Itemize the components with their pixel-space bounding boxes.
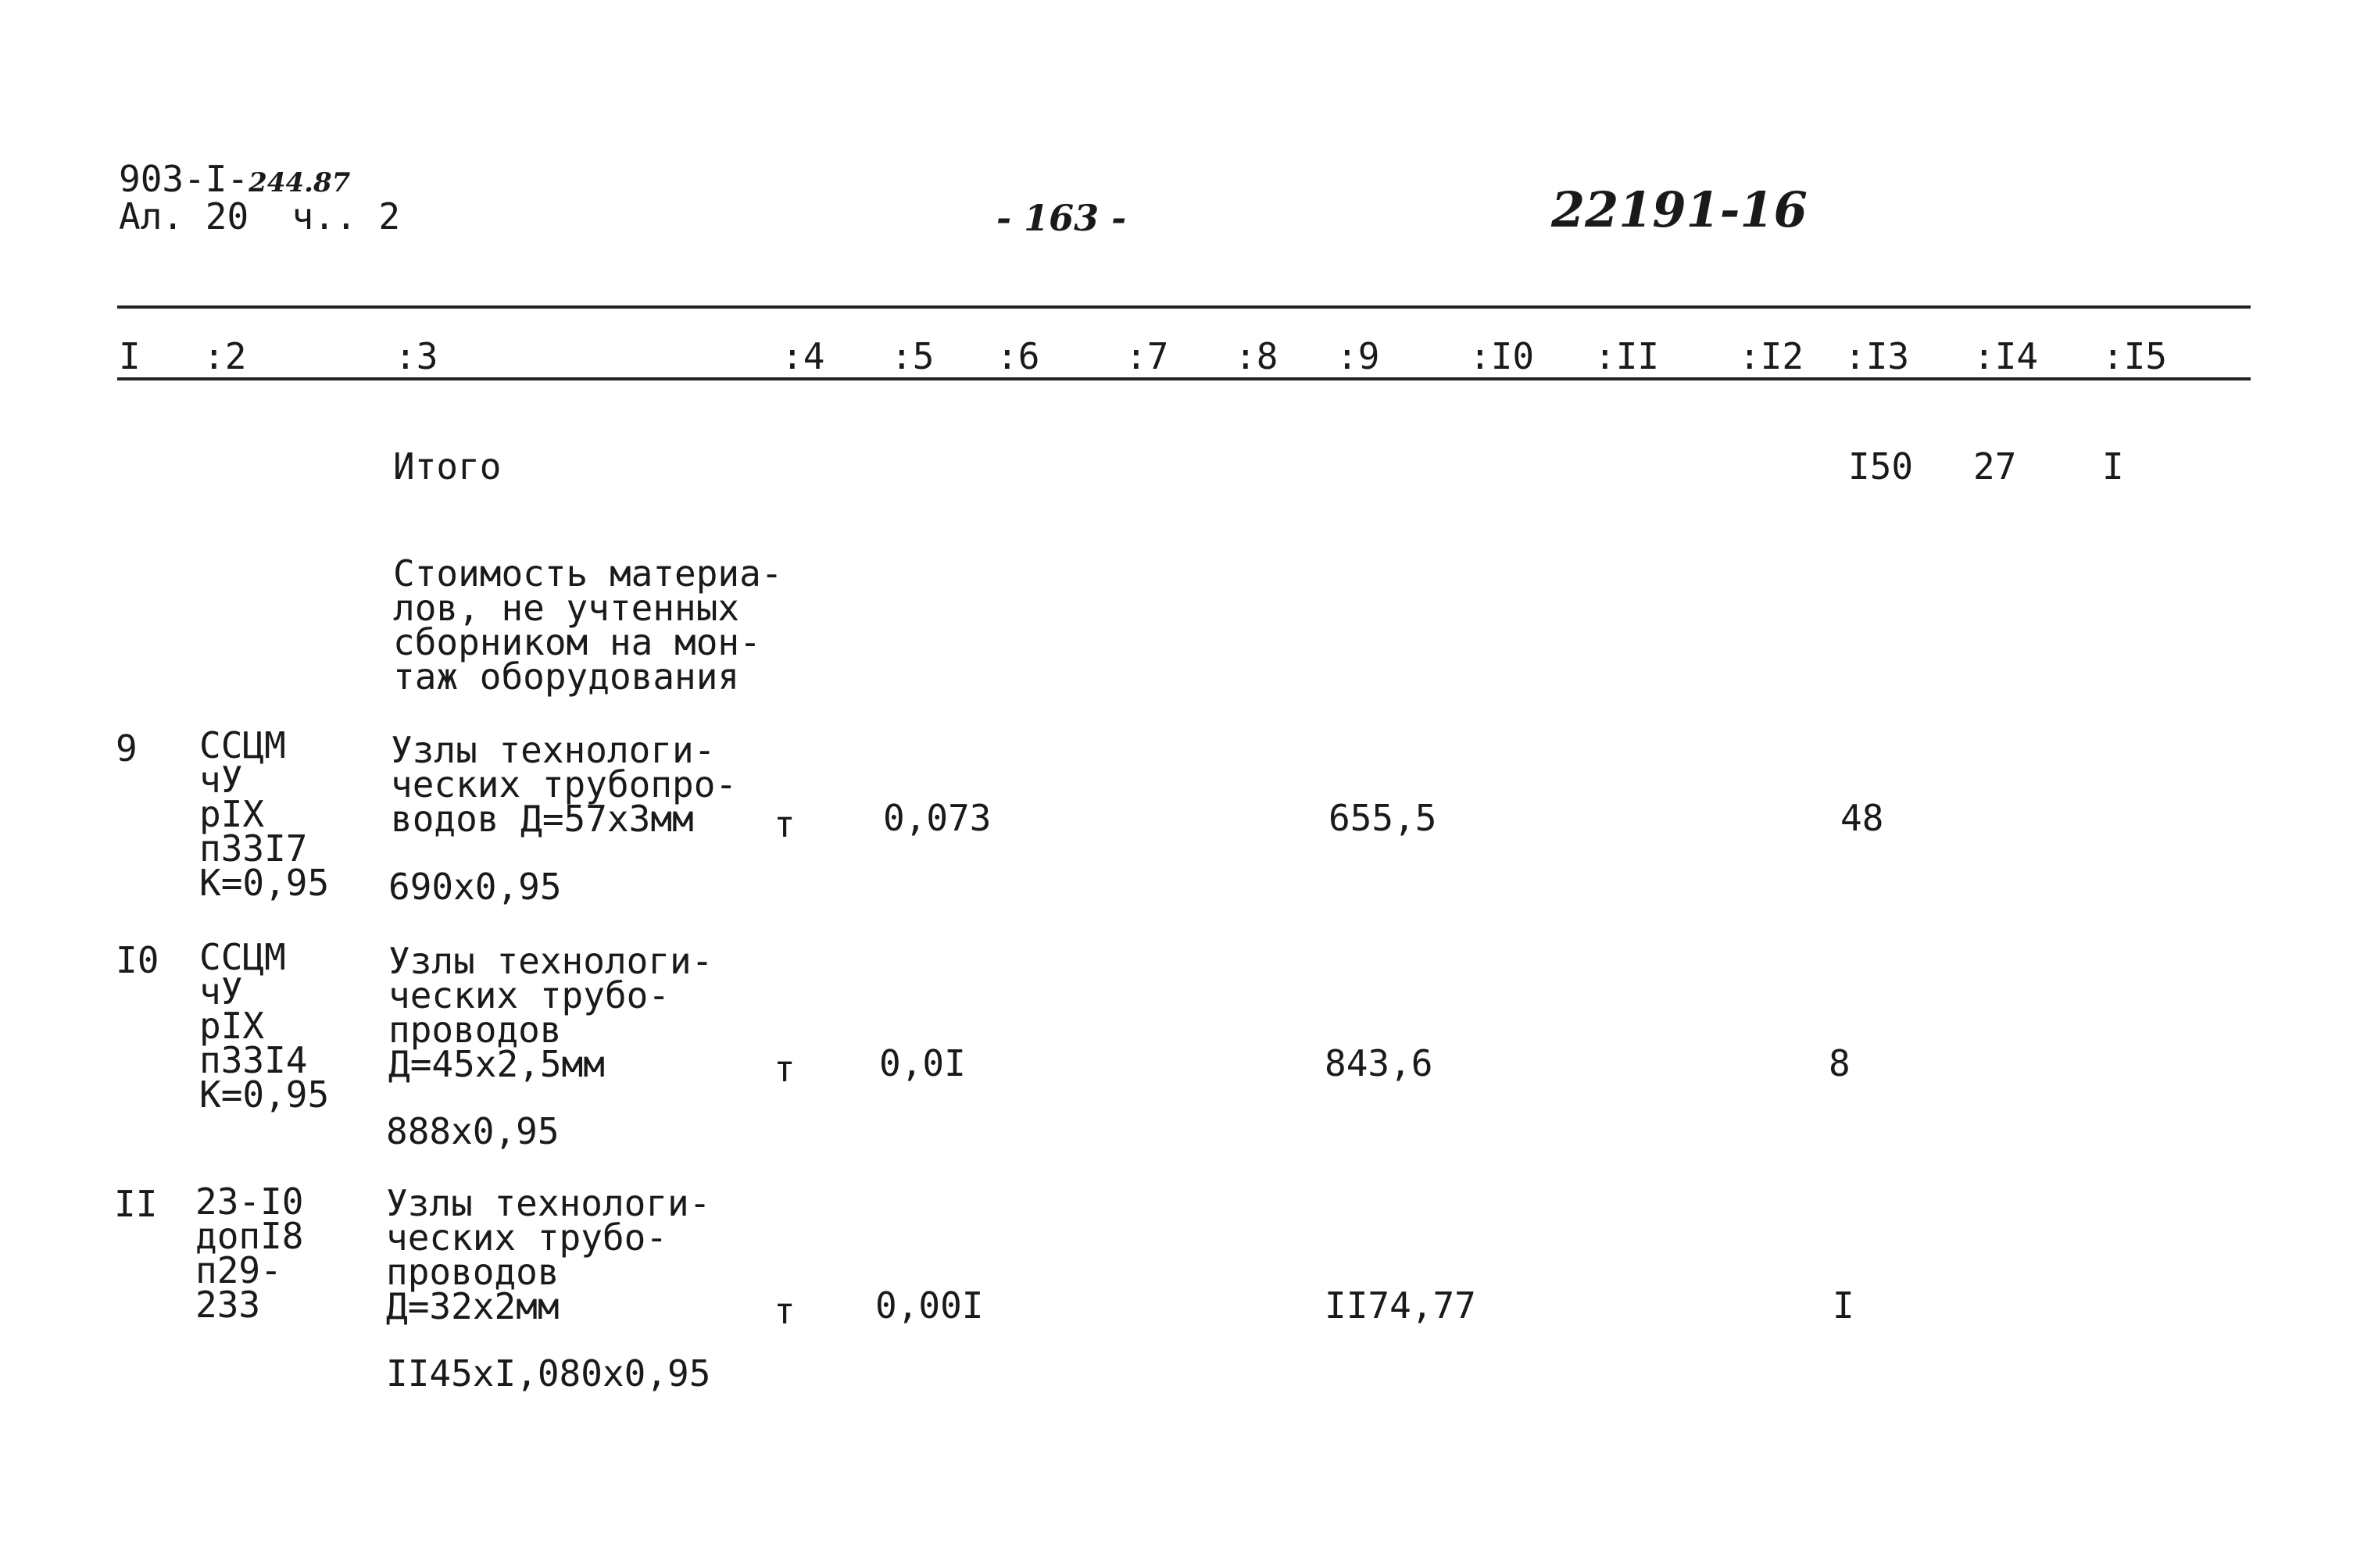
column-header: :I0 — [1469, 335, 1535, 377]
row-code: ССЦМ чУ pIX п33I4 К=0,95 — [199, 936, 330, 1116]
column-header: :7 — [1125, 335, 1169, 377]
row-number: I0 — [116, 939, 159, 981]
header-rule-top — [117, 305, 2251, 309]
row-calc: 690х0,95 — [388, 866, 562, 908]
page-number: - 163 - — [996, 197, 1127, 239]
total-label: Итого — [393, 445, 502, 488]
column-header: :4 — [781, 335, 825, 377]
album-part: Ал. 20 ч.. 2 — [119, 195, 401, 238]
row-unit: т — [774, 1048, 796, 1090]
row-calc: 888х0,95 — [386, 1110, 560, 1152]
row-name: Узлы технологи- ческих трубо- проводов Д=32х2мм — [386, 1182, 711, 1327]
row-cost: 48 — [1840, 797, 1884, 839]
column-header: :8 — [1235, 335, 1278, 377]
doc-code — [119, 158, 351, 200]
row-number: 9 — [116, 727, 138, 770]
column-header: :9 — [1336, 335, 1380, 377]
total-col-15: I — [2102, 445, 2124, 488]
row-unit: т — [774, 1290, 796, 1332]
row-calc: II45хI,080х0,95 — [386, 1352, 711, 1395]
column-header: I — [119, 335, 141, 377]
row-code: ССЦМ чУ pIX п33I7 К=0,95 — [199, 724, 330, 904]
column-header: :I4 — [1973, 335, 2039, 377]
row-number: II — [114, 1183, 158, 1225]
row-unit: т — [774, 803, 796, 845]
total-col-14: 27 — [1973, 445, 2017, 488]
row-quantity: 0,00I — [875, 1284, 984, 1327]
row-quantity: 0,073 — [883, 797, 992, 839]
row-name: Узлы технологи- ческих трубопро- водов Д=57х3мм — [391, 729, 738, 840]
row-name: Узлы технологи- ческих трубо- проводов Д=45х2,5мм — [388, 940, 713, 1085]
project-number: 22191-16 — [1551, 181, 1808, 238]
column-header: :5 — [891, 335, 935, 377]
total-col-13: I50 — [1848, 445, 1914, 488]
column-header: :II — [1594, 335, 1660, 377]
header-rule-bottom — [117, 377, 2251, 380]
row-quantity: 0,0I — [879, 1042, 966, 1084]
row-price: II74,77 — [1325, 1284, 1476, 1327]
row-price: 843,6 — [1325, 1042, 1433, 1084]
column-header: :6 — [996, 335, 1040, 377]
column-header: :I3 — [1844, 335, 1910, 377]
row-cost: I — [1833, 1284, 1854, 1327]
doc-code-handwritten: 244.87 — [249, 167, 351, 198]
column-header: :I5 — [2102, 335, 2168, 377]
column-header: :3 — [395, 335, 438, 377]
column-header: :I2 — [1739, 335, 1804, 377]
row-code: 23-I0 допI8 п29- 233 — [195, 1180, 304, 1326]
row-cost: 8 — [1829, 1042, 1851, 1084]
doc-code-printed: 903-I- — [119, 158, 249, 200]
section-title: Стоимость материа- лов, не учтенных сборником на мон- таж оборудования — [393, 552, 783, 698]
column-header: :2 — [203, 335, 247, 377]
row-price: 655,5 — [1328, 797, 1437, 839]
